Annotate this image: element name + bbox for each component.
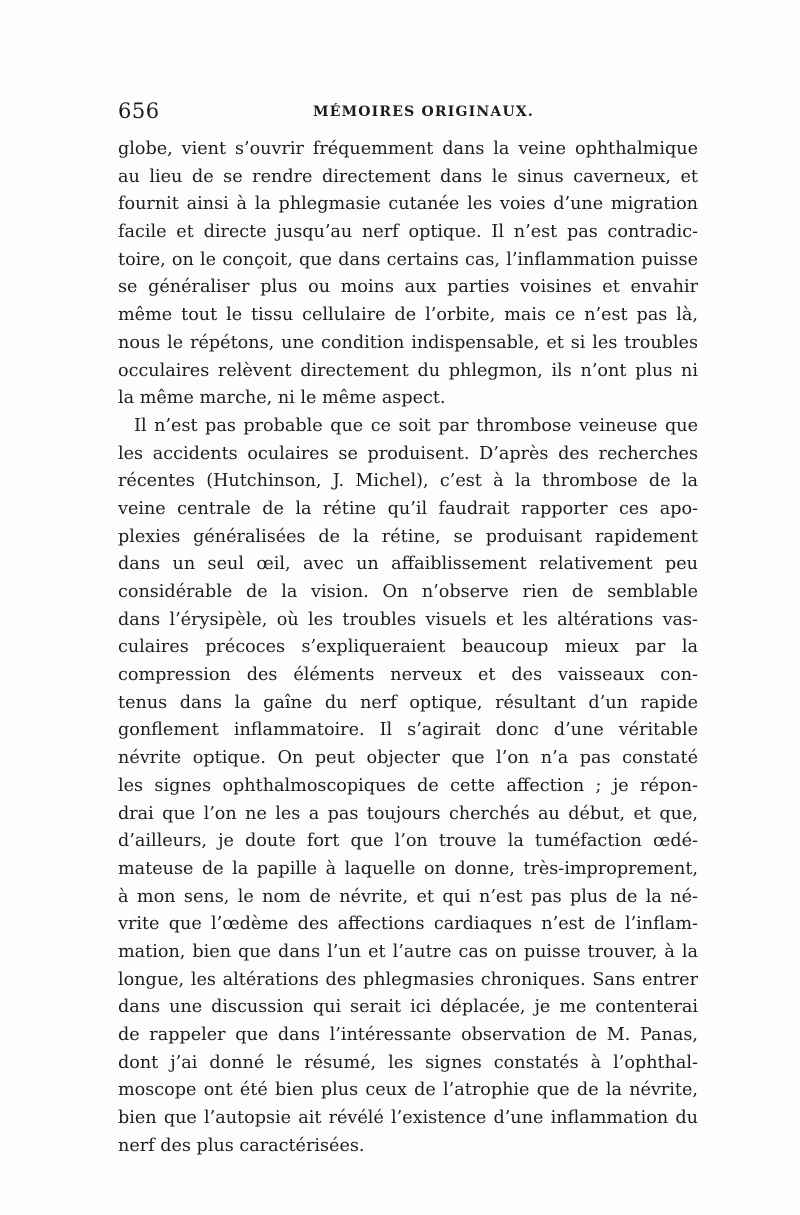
page-header	[118, 96, 698, 126]
text-line: dans l’érysipèle, où les troubles visuels et les altérations vas-	[118, 609, 698, 630]
text-line: les signes ophthalmoscopiques de cette affection ; je répon-	[118, 775, 698, 796]
text-line: culaires précoces s’expliqueraient beaucoup mieux par la	[118, 637, 698, 658]
text-line: toire, on le conçoit, que dans certains cas, l’inflammation puisse	[118, 249, 698, 270]
text-line: récentes (Hutchinson, J. Michel), c’est à la thrombose de la	[118, 471, 698, 492]
text-line: même tout le tissu cellulaire de l’orbite, mais ce n’est pas là,	[118, 305, 698, 326]
text-line: vrite que l’œdème des affections cardiaques n’est de l’inflam-	[118, 914, 698, 935]
text-line: bien que l’autopsie ait révélé l’existence d’une inflammation du	[118, 1108, 698, 1129]
text-line: longue, les altérations des phlegmasies chroniques. Sans entrer	[118, 969, 698, 990]
text-line: à mon sens, le nom de névrite, et qui n’est pas plus de la né-	[118, 886, 698, 907]
text-line: moscope ont été bien plus ceux de l’atrophie que de la névrite,	[118, 1080, 698, 1101]
text-line: facile et directe jusqu’au nerf optique. Il n’est pas contradic-	[118, 222, 698, 243]
text-line: dont j’ai donné le résumé, les signes constatés à l’ophthal-	[118, 1052, 698, 1073]
text-line: globe, vient s’ouvrir fréquemment dans la veine ophthalmique	[118, 139, 698, 159]
text-line: mation, bien que dans l’un et l’autre cas on puisse trouver, à la	[118, 941, 698, 962]
text-line: compression des éléments nerveux et des vaisseaux con-	[118, 665, 698, 686]
text-line: fournit ainsi à la phlegmasie cutanée les voies d’une migration	[118, 194, 698, 215]
running-title: MÉMOIRES ORIGINAUX.	[313, 104, 534, 120]
text-line: les accidents oculaires se produisent. D’après des recherches	[118, 443, 698, 464]
text-line: gonflement inflammatoire. Il s’agirait donc d’une véritable	[118, 720, 698, 741]
text-line: veine centrale de la rétine qu’il faudrait rapporter ces apo-	[118, 498, 698, 519]
text-line: dans une discussion qui serait ici déplacée, je me contenterai	[118, 997, 698, 1018]
text-line: plexies généralisées de la rétine, se produisant rapidement	[118, 526, 698, 547]
text-line: de rappeler que dans l’intéressante observation de M. Panas,	[118, 1025, 698, 1045]
text-line: nerf des plus caractérisées.	[118, 1135, 365, 1156]
text-line: mateuse de la papille à laquelle on donne, très-improprement,	[118, 858, 698, 879]
text-line: la même marche, ni le même aspect.	[118, 388, 446, 409]
text-line: d’ailleurs, je doute fort que l’on trouve la tuméfaction œdé-	[118, 831, 698, 852]
text-line: nous le répétons, une condition indispensable, et si les troubles	[118, 332, 698, 353]
text-line: drai que l’on ne les a pas toujours cherchés au début, et que,	[118, 803, 698, 824]
text-line: considérable de la vision. On n’observe rien de semblable	[118, 582, 698, 602]
text-line: dans un seul œil, avec un affaiblissement relativement peu	[118, 554, 698, 575]
text-line: névrite optique. On peut objecter que l’on n’a pas constaté	[118, 748, 698, 769]
body-text	[118, 136, 698, 1160]
text-line: se généraliser plus ou moins aux parties voisines et envahir	[118, 277, 698, 298]
text-line: occulaires relèvent directement du phlegmon, ils n’ont plus ni	[118, 360, 698, 381]
page-number: 656	[118, 99, 160, 123]
text-line: tenus dans la gaîne du nerf optique, résultant d’un rapide	[118, 692, 698, 713]
text-line: au lieu de se rendre directement dans le sinus caverneux, et	[118, 166, 698, 187]
text-line: Il n’est pas probable que ce soit par thrombose veineuse que	[134, 415, 698, 436]
